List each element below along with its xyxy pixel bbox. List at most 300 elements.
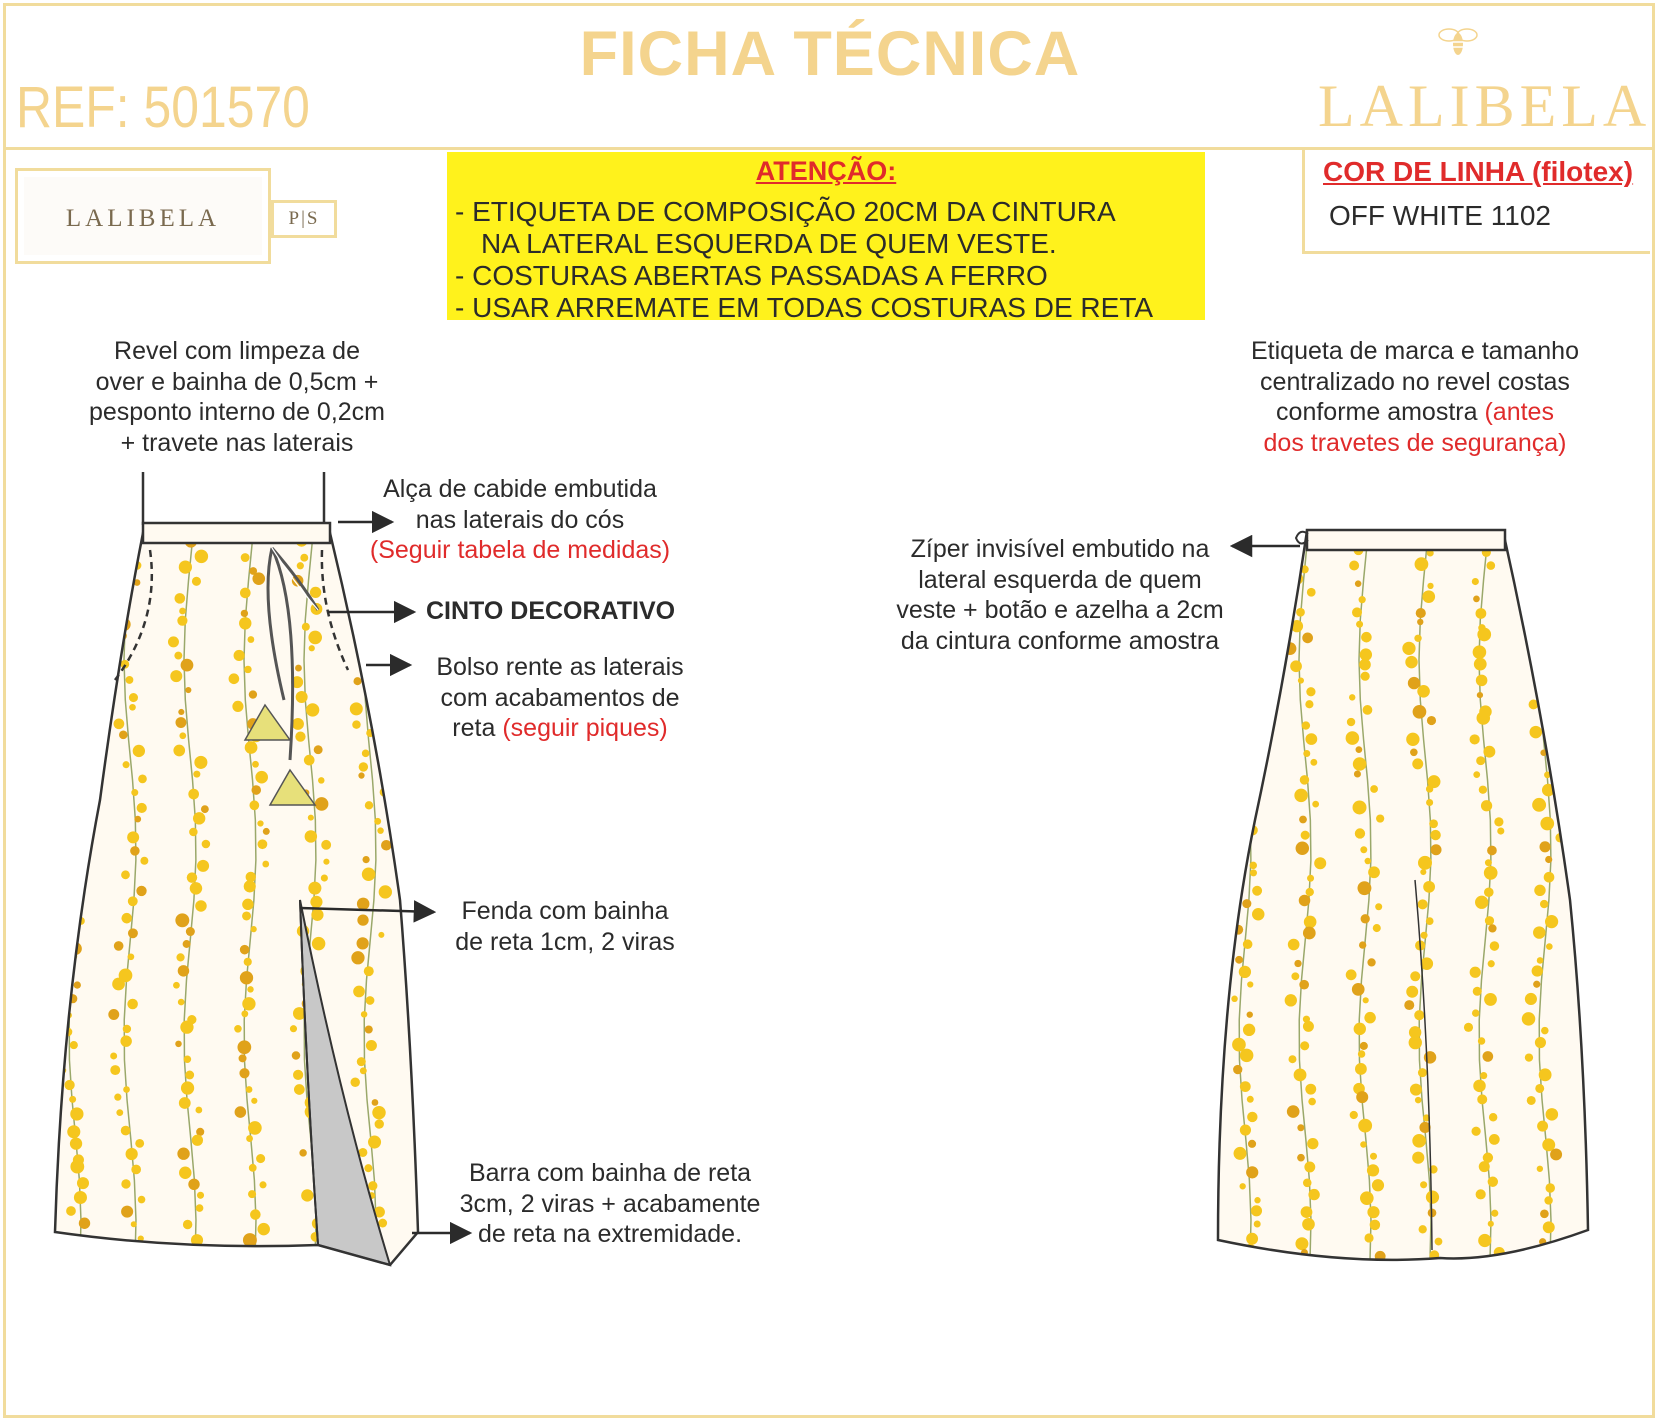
pocket-note [400,652,720,744]
blossom-mark [1307,875,1314,882]
blossom-mark [1422,590,1435,603]
blossom-mark [250,1209,261,1220]
blossom-mark [1298,677,1304,683]
blossom-mark [1297,1124,1304,1131]
blossom-mark [120,1035,131,1046]
blossom-mark [1373,924,1381,932]
blossom-mark [318,777,325,784]
blossom-mark [192,1135,203,1146]
blossom-mark [1308,1189,1319,1200]
blossom-mark [1545,1183,1554,1192]
blossom-mark [1473,645,1487,659]
blossom-mark [1491,1210,1498,1217]
blossom-mark [1430,830,1440,840]
blossom-mark [1528,622,1536,630]
blossom-mark [363,856,370,863]
blossom-mark [1487,561,1496,570]
blossom-mark [189,828,197,836]
blossom-mark [187,1248,194,1255]
blossom-mark [1533,981,1540,988]
blossom-mark [1238,846,1245,853]
blossom-mark [1240,1124,1251,1135]
blossom-mark [65,886,78,899]
blossom-mark [69,1096,76,1103]
blossom-mark [1488,960,1495,967]
blossom-mark [1240,1081,1251,1092]
blossom-mark [1477,711,1491,725]
blossom-mark [1487,846,1497,856]
blossom-mark [1358,881,1372,895]
blossom-mark [190,882,202,894]
blossom-mark [1545,856,1552,863]
blossom-mark [1303,1021,1314,1032]
blossom-mark [131,789,138,796]
blossom-mark [1312,801,1319,808]
size-label: P|S [271,200,337,238]
back-skirt [1218,530,1588,1262]
blossom-mark [128,928,138,938]
blossom-mark [1305,733,1317,745]
blossom-mark [1480,1072,1487,1079]
blossom-mark [1473,987,1482,996]
blossom-mark [357,898,370,911]
blossom-mark [194,756,207,769]
blossom-mark [79,858,86,865]
note-line: + travete nas laterais [120,428,354,457]
blossom-mark [67,788,80,801]
blossom-mark [304,755,315,766]
blossom-mark [177,616,187,626]
blossom-mark [251,1098,257,1104]
blossom-mark [1539,841,1550,852]
blossom-mark [1479,786,1487,794]
blossom-mark [59,715,69,725]
blossom-mark [1412,1134,1426,1148]
blossom-mark [1540,817,1554,831]
blossom-mark [248,1121,262,1135]
blossom-mark [129,693,138,702]
blossom-mark [126,1148,138,1160]
blossom-mark [256,1154,265,1163]
blossom-mark [314,745,323,754]
blossom-mark [299,1149,306,1156]
blossom-mark [308,815,314,821]
blossom-mark [1300,775,1309,784]
blossom-mark [1420,869,1426,875]
attention-line: - COSTURAS ABERTAS PASSADAS A FERRO [455,260,1048,291]
blossom-mark [240,971,253,984]
blossom-mark [1247,981,1253,987]
blossom-mark [1367,958,1375,966]
blossom-mark [121,1206,133,1218]
blossom-mark [1476,608,1487,619]
blossom-mark [372,1099,379,1106]
blossom-mark [1370,1153,1377,1160]
blossom-mark [1535,1037,1546,1048]
blossom-mark [1301,1206,1313,1218]
blossom-mark [357,937,369,949]
blossom-mark [1427,716,1436,725]
blossom-mark [378,932,384,938]
blossom-mark [359,762,368,771]
blossom-mark [70,1137,82,1149]
belt-note: CINTO DECORATIVO [426,597,676,625]
blossom-mark [131,1165,141,1175]
blossom-mark [1361,632,1372,643]
blossom-mark [1533,926,1545,938]
blossom-mark [173,745,185,757]
blossom-mark [1290,660,1302,672]
blossom-mark [1234,1147,1247,1160]
blossom-mark [176,953,184,961]
blossom-mark [249,800,259,810]
blossom-mark [73,563,81,571]
blossom-mark [1488,1221,1494,1227]
note-line: over e bainha de 0,5cm + [95,367,379,396]
blossom-mark [195,550,208,563]
blossom-mark [1243,939,1253,949]
blossom-mark [257,820,263,826]
blossom-mark [1550,1148,1562,1160]
blossom-mark [302,623,310,631]
blossom-mark [188,789,199,800]
blossom-mark [1477,628,1491,642]
blossom-mark [123,1025,131,1033]
blossom-mark [1482,1051,1493,1062]
blossom-mark [1364,1233,1373,1242]
blossom-mark [310,896,322,908]
blossom-mark [1307,1138,1318,1149]
blossom-mark [255,771,268,784]
revel-note [52,336,422,458]
blossom-mark [1368,866,1380,878]
blossom-mark [1530,726,1543,739]
blossom-mark [116,1109,123,1116]
blossom-mark [375,1119,384,1128]
blossom-mark [202,840,211,849]
blossom-mark [1347,718,1355,726]
blossom-mark [1417,685,1430,698]
blossom-mark [321,840,331,850]
blossom-mark [1294,789,1308,803]
blossom-mark [71,588,81,598]
blossom-mark [58,730,69,741]
blossom-mark [1478,1234,1491,1247]
blossom-mark [315,797,329,811]
blossom-mark [57,651,67,661]
note-line: veste + botão e azelha a 2cm [896,596,1224,624]
blossom-mark [1426,799,1433,806]
blossom-mark [301,1189,313,1201]
blossom-mark [1233,1065,1242,1074]
brand-logo: LALIBELA [1318,73,1652,139]
blossom-mark [293,1070,303,1080]
blossom-mark [66,661,73,668]
blossom-mark [1417,619,1423,625]
blossom-mark [353,618,360,625]
blossom-mark [1473,771,1480,778]
blossom-mark [1540,1209,1549,1218]
blossom-mark [244,880,256,892]
blossom-mark [114,941,124,951]
blossom-mark [305,830,317,842]
blossom-mark [229,673,240,684]
blossom-mark [57,1058,64,1065]
blossom-mark [296,691,308,703]
thread-color-value: OFF WHITE 1102 [1329,200,1551,231]
blossom-mark [1239,1183,1245,1189]
blossom-mark [1527,1096,1536,1105]
blossom-mark [361,1011,368,1018]
blossom-mark [1537,1121,1548,1132]
blossom-mark [321,1250,331,1260]
blossom-mark [1522,1012,1536,1026]
blossom-mark [374,818,381,825]
blossom-mark [353,677,361,685]
blossom-mark [1356,621,1363,628]
blossom-mark [1370,1220,1381,1231]
blossom-mark [312,937,325,950]
blossom-mark [370,634,381,645]
blossom-mark [1288,1055,1296,1063]
blossom-mark [1477,1094,1487,1104]
blossom-mark [1360,846,1367,853]
blossom-mark [1349,694,1355,700]
blossom-mark [70,1160,84,1174]
thread-color-heading: COR DE LINHA (filotex) [1323,156,1634,187]
blossom-mark [1408,677,1420,689]
blossom-mark [245,741,258,754]
blossom-mark [1355,1063,1367,1075]
blossom-mark [1353,757,1367,771]
blossom-mark [249,1164,257,1172]
blossom-mark [1361,672,1370,681]
blossom-mark [1545,716,1553,724]
blossom-mark [175,717,186,728]
blossom-mark [1473,1080,1485,1092]
blossom-mark [197,1192,204,1199]
blossom-mark [1356,1091,1368,1103]
blossom-mark [1532,537,1543,548]
attention-line: - USAR ARREMATE EM TODAS COSTURAS DE RETA [455,292,1154,323]
blossom-mark [1370,785,1378,793]
blossom-mark [1490,941,1500,951]
blossom-mark [1412,1152,1424,1164]
blossom-mark [186,927,195,936]
blossom-mark [1413,705,1427,719]
blossom-mark [1305,700,1313,708]
blossom-mark [1420,1181,1427,1188]
blossom-mark [309,645,315,651]
blossom-mark [1252,908,1264,920]
blossom-mark [368,1181,377,1190]
blossom-mark [121,552,132,563]
blossom-mark [1541,1027,1549,1035]
blossom-mark [179,560,192,573]
blossom-mark [58,969,66,977]
blossom-mark [1354,770,1361,777]
blossom-mark [241,1010,248,1017]
blossom-mark [63,675,70,682]
blossom-mark [1248,813,1255,820]
blossom-mark [1539,606,1546,613]
hanger-loop-note [355,474,685,566]
blossom-mark [1414,635,1421,642]
blossom-mark [67,701,79,713]
blossom-mark [310,587,321,598]
blossom-mark [1539,1068,1552,1081]
blossom-mark [241,553,250,562]
blossom-mark [240,588,251,599]
blossom-mark [178,709,184,715]
note-line: 3cm, 2 viras + acabamente [459,1189,761,1218]
blossom-mark [1404,1000,1414,1010]
blossom-mark [1304,1162,1315,1173]
blossom-mark [1402,642,1415,655]
blossom-mark [1291,972,1299,980]
blossom-mark [110,1065,120,1075]
blossom-mark [1247,1011,1253,1017]
blossom-mark [193,812,205,824]
blossom-mark [72,574,82,584]
blossom-mark [239,1054,247,1062]
blossom-mark [1431,844,1442,855]
blossom-mark [1288,939,1300,951]
blossom-mark [179,1097,191,1109]
blossom-mark [1245,664,1255,674]
blossom-mark [134,816,141,823]
blossom-mark [311,909,323,921]
blossom-mark [117,618,130,631]
blossom-mark [79,1218,90,1229]
blossom-mark [1354,1023,1366,1035]
blossom-mark [1350,1111,1358,1119]
blossom-mark [1302,1218,1315,1231]
blossom-mark [1472,1009,1480,1017]
blossom-mark [259,1181,266,1188]
blossom-mark [1488,924,1496,932]
blossom-mark [119,731,128,740]
blossom-mark [1302,633,1313,644]
blossom-mark [1472,578,1479,585]
blossom-mark [306,703,319,716]
blossom-mark [1424,1051,1436,1063]
blossom-mark [1250,869,1257,876]
blossom-mark [128,896,138,906]
blossom-mark [138,775,147,784]
blossom-mark [1540,900,1548,908]
blossom-mark [181,659,194,672]
blossom-mark [1301,831,1310,840]
blossom-mark [1359,941,1366,948]
blossom-mark [1546,553,1555,562]
blossom-mark [355,580,364,589]
blossom-mark [1226,688,1236,698]
note-line: Alça de cabide embutida [383,475,657,503]
blossom-mark [232,701,243,712]
blossom-mark [353,986,365,998]
blossom-mark [364,1164,372,1172]
blossom-mark [1485,859,1492,866]
blossom-mark [378,1219,387,1228]
blossom-mark [64,1080,74,1090]
blossom-mark [185,1071,194,1080]
blossom-mark [294,1084,305,1095]
blossom-mark [193,771,200,778]
blossom-mark [1360,1191,1374,1205]
label-brand-name: LALIBELA [65,205,221,232]
blossom-mark [69,827,80,838]
blossom-mark [237,1040,251,1054]
blossom-mark [1535,1084,1544,1093]
blossom-mark [1483,746,1495,758]
blossom-mark [1473,596,1480,603]
blossom-mark [244,666,251,673]
blossom-mark [122,537,130,545]
blossom-mark [1285,994,1297,1006]
blossom-mark [195,1107,202,1114]
blossom-mark [1372,1179,1384,1191]
blossom-mark [1525,1053,1533,1061]
blossom-mark [1484,887,1494,897]
blossom-mark [1252,886,1262,896]
blossom-mark [1302,721,1310,729]
blossom-mark [1530,581,1537,588]
blossom-mark [365,1025,373,1033]
blossom-mark [1243,1024,1255,1036]
blossom-mark [128,953,135,960]
blossom-mark [1479,1161,1490,1172]
blossom-mark [357,914,368,925]
blossom-mark [1409,1036,1422,1049]
blossom-mark [1295,1237,1308,1250]
blossom-mark [1235,804,1247,816]
blossom-mark [1299,895,1311,907]
blossom-mark [235,1106,247,1118]
blossom-mark [323,859,329,865]
note-text-red: (seguir piques) [502,714,668,742]
blossom-mark [263,828,270,835]
blossom-mark [1525,993,1537,1005]
blossom-mark [170,670,182,682]
brand-label-note [1225,336,1605,458]
blossom-mark [1414,1010,1424,1020]
blossom-mark [1248,1140,1256,1148]
blossom-mark [73,849,79,855]
blossom-mark [87,1251,93,1257]
blossom-mark [242,899,253,910]
blossom-mark [1250,862,1257,869]
blossom-mark [1251,1205,1262,1216]
front-skirt [55,472,418,1265]
blossom-mark [1544,1196,1552,1204]
blossom-mark [252,572,265,585]
blossom-mark [1305,1084,1316,1095]
blossom-mark [114,718,125,729]
blossom-mark [70,1107,83,1120]
blossom-mark [185,687,191,693]
blossom-mark [1435,1238,1443,1246]
note-line: de reta na extremidade. [477,1220,743,1248]
blossom-mark [175,913,189,927]
blossom-mark [1532,798,1546,812]
blossom-mark [110,1052,117,1059]
note-line: lateral esquerda de quem [918,565,1202,594]
blossom-mark [1245,591,1257,603]
blossom-mark [173,982,180,989]
blossom-mark [133,745,145,757]
blossom-mark [70,1236,79,1245]
